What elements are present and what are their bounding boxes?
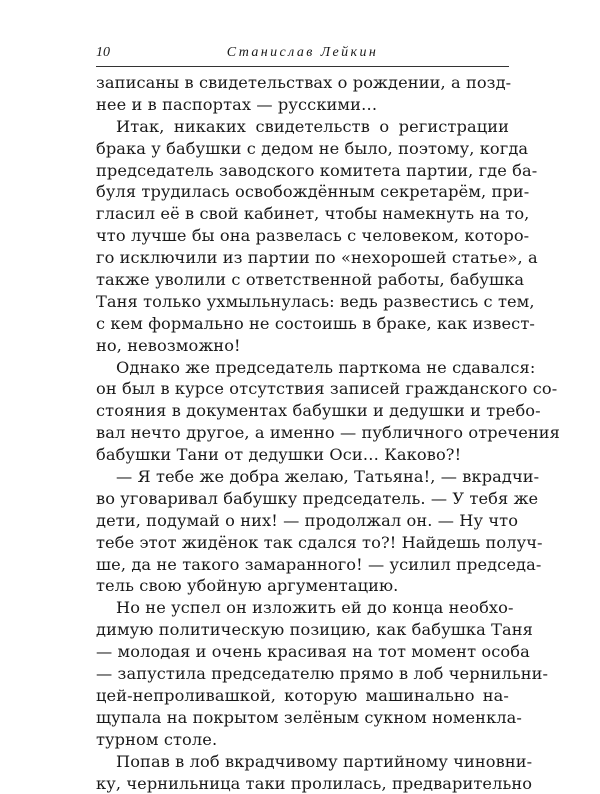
text-line: но, невозможно! <box>96 335 509 357</box>
text-line: ше, да не такого замаранного! — усилил председа- <box>96 554 509 576</box>
running-header <box>96 40 509 67</box>
text-line: нее и в паспортах — русскими… <box>96 94 509 116</box>
text-line: дети, подумай о них! — продолжал он. — Ну что <box>96 510 509 532</box>
text-line: турном столе. <box>96 729 509 751</box>
page-body-text <box>96 72 509 794</box>
page-number: 10 <box>96 45 110 61</box>
text-line: Однако же председатель парткома не сдавался: <box>96 357 509 379</box>
text-line: Итак, никаких свидетельств о регистрации <box>96 116 509 138</box>
text-line: тель свою убойную аргументацию. <box>96 575 509 597</box>
text-line: записаны в свидетельствах о рождении, а позд- <box>96 72 509 94</box>
text-line: также уволили с ответственной работы, бабушка <box>96 269 509 291</box>
text-line: — запустила председателю прямо в лоб чернильни- <box>96 663 509 685</box>
text-line: — Я тебе же добра желаю, Татьяна!, — вкрадчи- <box>96 466 509 488</box>
text-line: стояния в документах бабушки и дедушки и требо- <box>96 400 509 422</box>
text-line: Попав в лоб вкрадчивому партийному чиновни- <box>96 751 509 773</box>
text-line: брака у бабушки с дедом не было, поэтому, когда <box>96 138 509 160</box>
text-line: он был в курсе отсутствия записей гражданского со- <box>96 378 509 400</box>
text-line: буля трудилась освобождённым секретарём, при- <box>96 181 509 203</box>
text-line: во уговаривал бабушку председатель. — У тебя же <box>96 488 509 510</box>
text-line: с кем формально не состоишь в браке, как извест- <box>96 313 509 335</box>
text-line: ку, чернильница таки пролилась, предварительно <box>96 773 509 794</box>
text-line: что лучше бы она развелась с человеком, которо- <box>96 225 509 247</box>
text-line: гласил её в свой кабинет, чтобы намекнуть на то, <box>96 203 509 225</box>
author-running-head: Станислав Лейкин <box>96 45 509 61</box>
text-line: щупала на покрытом зелёным сукном номенкла- <box>96 707 509 729</box>
text-line: вал нечто другое, а именно — публичного отречения <box>96 422 509 444</box>
text-line: председатель заводского комитета партии, где ба- <box>96 160 509 182</box>
text-line: Но не успел он изложить ей до конца необхо- <box>96 597 509 619</box>
text-line: димую политическую позицию, как бабушка Таня <box>96 619 509 641</box>
text-line: Таня только ухмыльнулась: ведь развестись с тем, <box>96 291 509 313</box>
text-line: цей-непроливашкой, которую машинально на- <box>96 685 509 707</box>
text-line: го исключили из партии по «нехорошей статье», а <box>96 247 509 269</box>
text-line: тебе этот жидёнок так сдался то?! Найдешь получ- <box>96 532 509 554</box>
text-line: бабушки Тани от дедушки Оси… Каково?! <box>96 444 509 466</box>
text-line: — молодая и очень красивая на тот момент особа <box>96 641 509 663</box>
